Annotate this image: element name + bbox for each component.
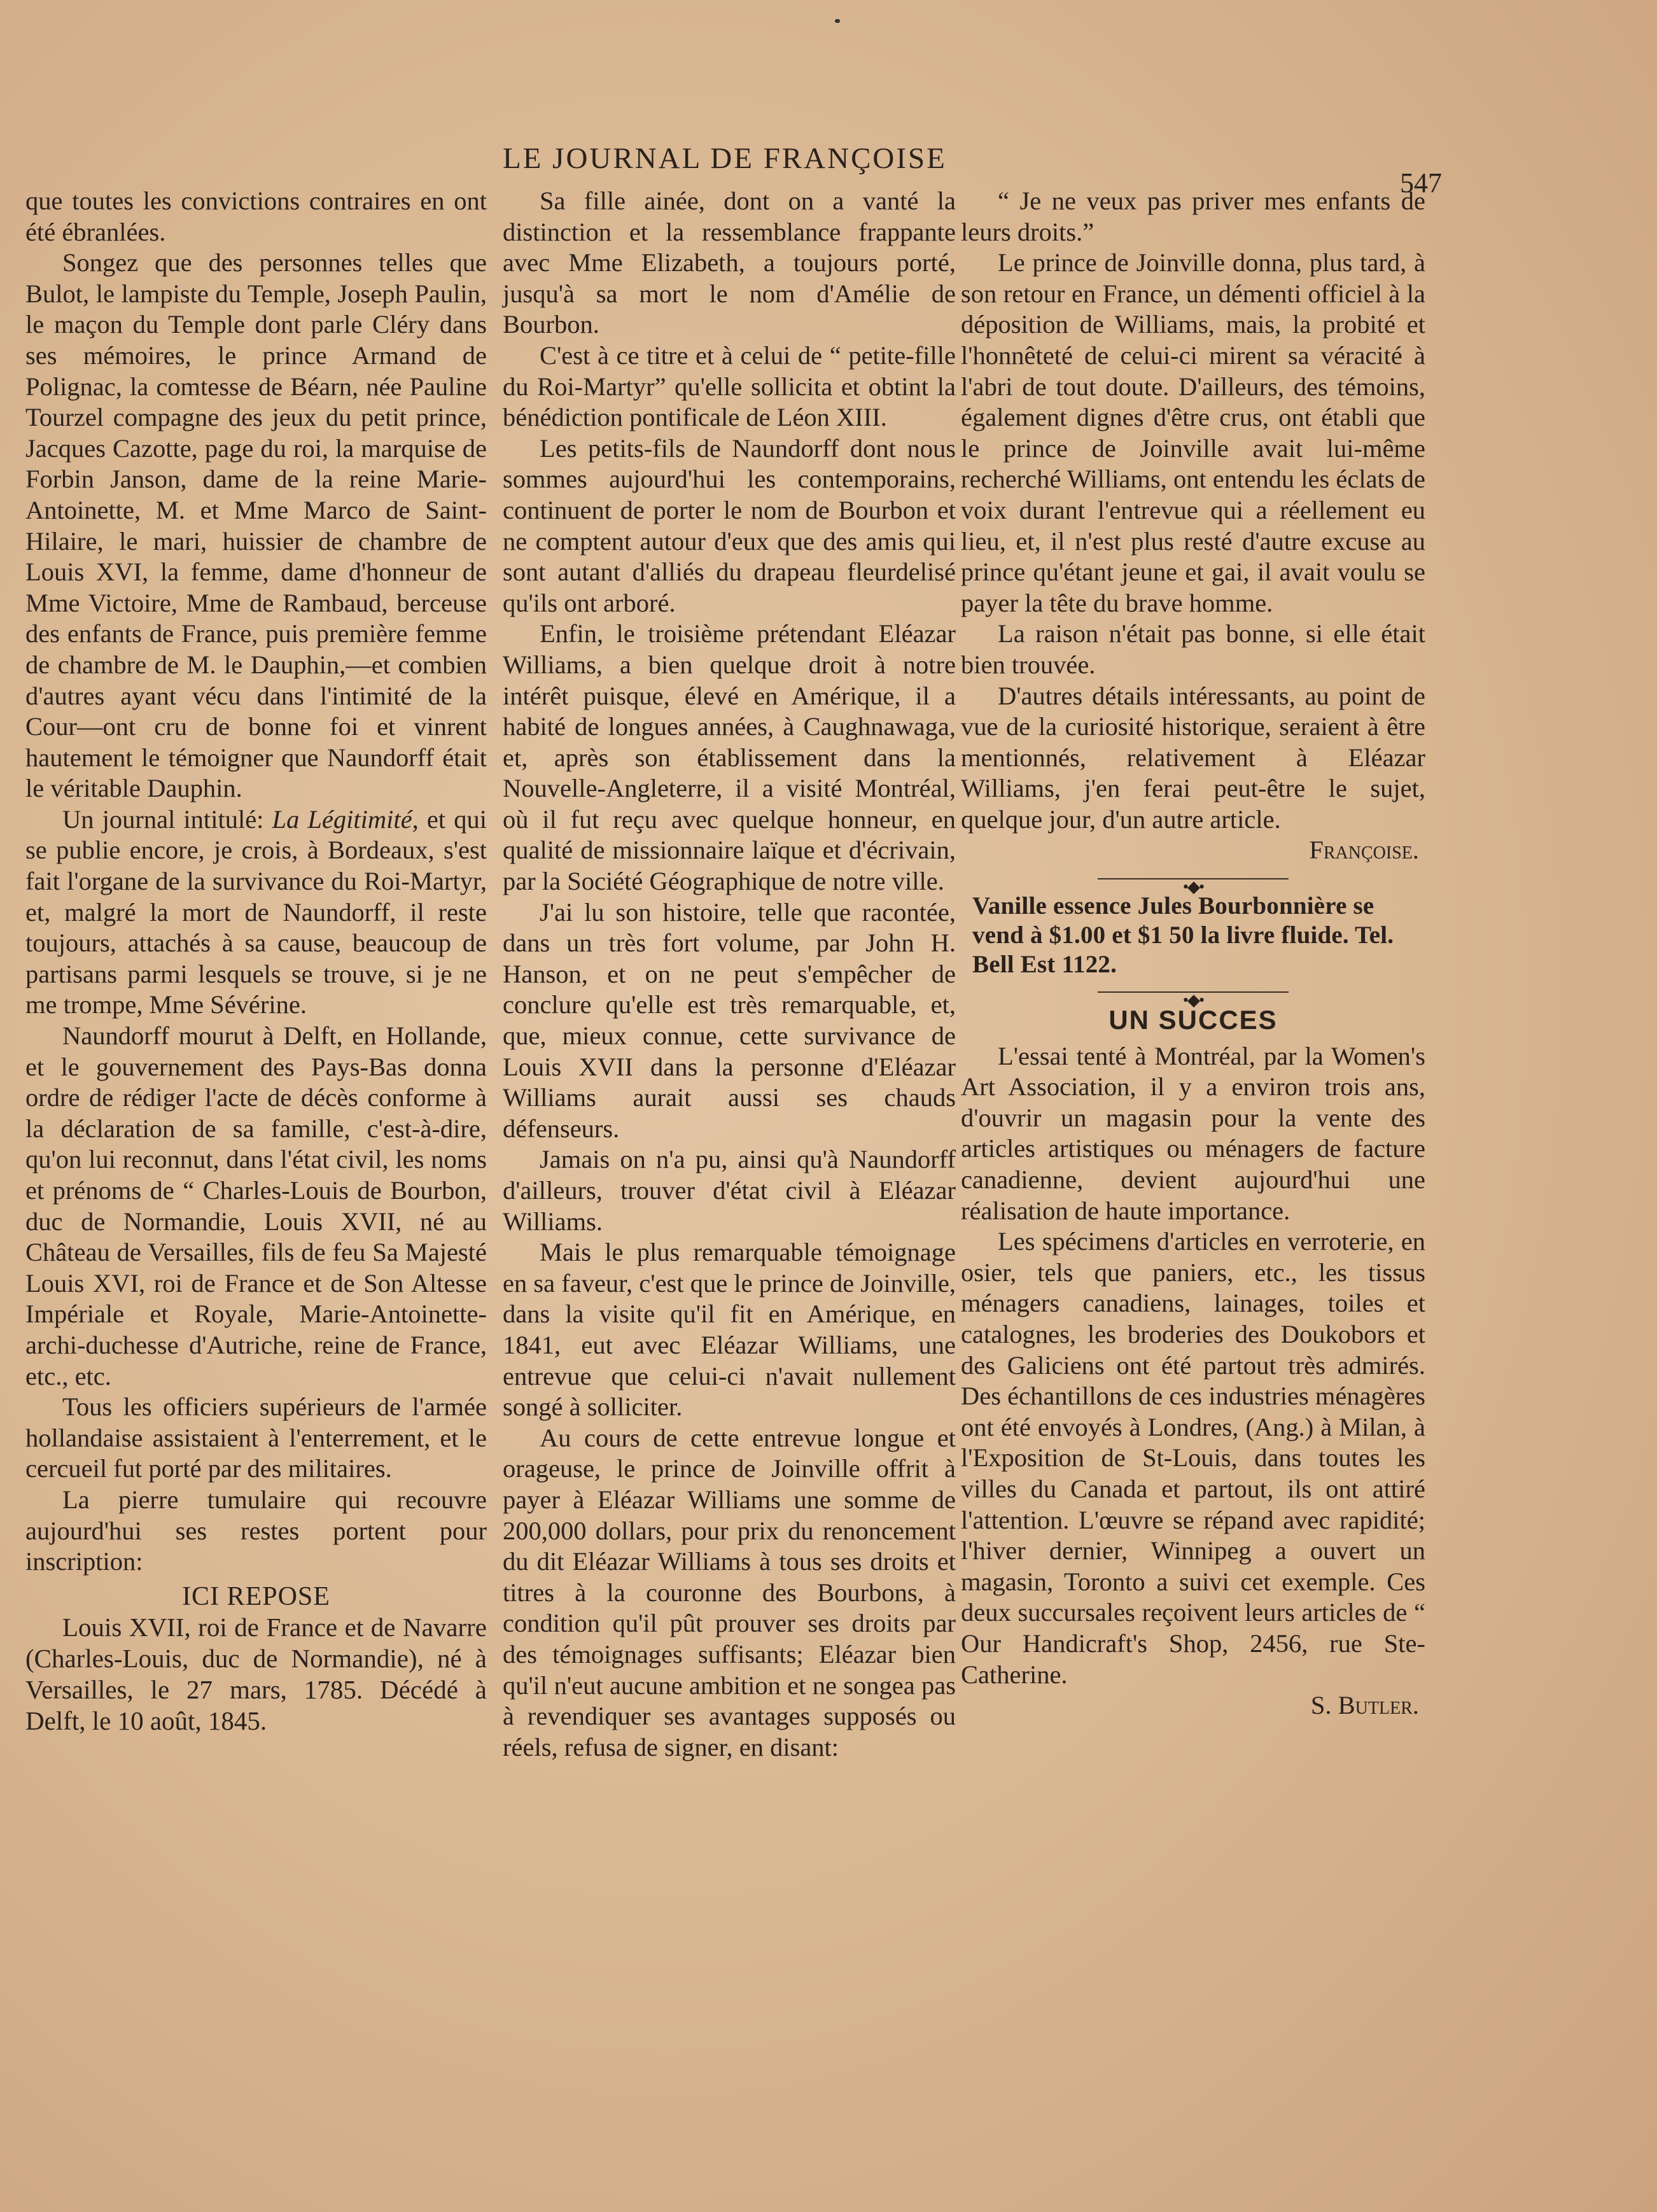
paragraph: Naundorff mourut à Delft, en Hollande, et le gouvernement des Pays-Bas donna ordre de rédiger l'acte de décès conforme à la déclaration de sa famille, c'est-à-dire, qu'on lui reconnut, dans l'état civil, les noms et prénoms de “ Charles-Louis de Bourbon, duc de Normandie, Louis XVII, né au Château de Versailles, fils de feu Sa Majesté Louis XVI, roi de France et de Son Altesse Impériale et Royale, Marie-Antoinette-archi-duchesse d'Autriche, reine de France, etc., etc.: [25, 1021, 487, 1390]
page-header: [0, 141, 1657, 199]
running-title: LE JOURNAL DE FRANÇOISE: [503, 142, 947, 175]
epitaph-text: Louis XVII, roi de France et de Navarre (Charles-Louis, duc de Normandie), né à Versailles, le 27 mars, 1785. Décédé à Delft, le 10 août, 1845.: [25, 1613, 487, 1736]
ink-speck: [835, 19, 840, 23]
author-signature: S. Butler.: [1310, 1691, 1419, 1720]
column-left: [25, 186, 487, 1737]
paragraph: Le prince de Joinville donna, plus tard, à son retour en France, un démenti officiel à la déposition de Williams, mais, la probité et l'honnêteté de celui-ci mirent sa véracité à l'abri de tout doute. D'ailleurs, des témoins, également dignes d'être crus, ont établi que le prince de Joinville avait lui-même recherché Williams, ont entendu les éclats de voix durant l'entrevue qui a réellement eu lieu, et, il n'est plus resté d'autre excuse au prince qu'étant jeune et gai, il avait voulu se payer la tête du brave homme.: [961, 248, 1425, 617]
text-run: , et qui se publie encore, je crois, à Bordeaux, s'est fait l'organe de la survivance du Roi-Martyr, et, malgré la mort de Naundorff, il reste toujours, attachés à sa cause, beaucoup de partisans parmi lesquels se trouve, si je ne me trompe, Mme Sévérine.: [25, 804, 487, 1019]
paragraph: Enfin, le troisième prétendant Eléazar Williams, a bien quelque droit à notre intérêt puisque, élevé en Amérique, il a habité de longues années, à Caughnawaga, et, après son établissement dans la Nouvelle-Angleterre, il a visité Montréal, où il fut reçu avec quelque honneur, en qualité de missionnaire laïque et d'écrivain, par la Société Géographique de notre ville.: [503, 619, 956, 896]
paragraph: L'essai tenté à Montréal, par la Women's Art Association, il y a environ trois ans, d'ouvrir un magasin pour la vente des articles artistiques ou ménagers de facture canadienne, devient aujourd'hui une réalisation de haute importance.: [961, 1041, 1425, 1225]
paragraph: Tous les officiers supérieurs de l'armée hollandaise assistaient à l'enterrement, et le cercueil fut porté par des militaires.: [25, 1392, 487, 1483]
rule-ornament-icon: •◆•: [1182, 991, 1204, 1010]
paragraph: Songez que des personnes telles que Bulot, le lampiste du Temple, Joseph Paulin, le maçon du Temple dont parle Cléry dans ses mémoires, le prince Armand de Polignac, la comtesse de Béarn, née Pauline Tourzel compagne des jeux du petit prince, Jacques Cazotte, page du roi, la marquise de Forbin Janson, dame de la reine Marie-Antoinette, M. et Mme Marco de Saint-Hilaire, le mari, huissier de chambre de Louis XVI, la femme, dame d'honneur de Mme Victoire, Mme de Rambaud, berceuse des enfants de France, puis première femme de chambre de M. le Dauphin,—et combien d'autres ayant vécu dans l'intimité de la Cour—ont cru de bonne foi et vinrent hautement le témoigner que Naundorff était le véritable Dauphin.: [25, 248, 487, 803]
section-title: UN SUCCES: [1108, 1005, 1278, 1035]
paragraph: J'ai lu son histoire, telle que racontée, dans un très fort volume, par John H. Hanson, et on ne peut s'empêcher de conclure qu'elle est très remarquable, et, que, mieux connue, cette survivance de Louis XVII dans la personne d'Eléazar Williams aurait aussi ses chauds défenseurs.: [503, 897, 956, 1143]
page-number: 547: [1400, 167, 1442, 199]
paragraph: Sa fille ainée, dont on a vanté la distinction et la ressemblance frappante avec Mme Elizabeth, a toujours porté, jusqu'à sa mort le nom d'Amélie de Bourbon.: [503, 186, 956, 339]
paragraph: Au cours de cette entrevue longue et orageuse, le prince de Joinville offrit à payer à Eléazar Williams une somme de 200,000 dollars, pour prix du renoncement du dit Eléazar Williams à tous ses droits et titres à la couronne des Bourbons, à condition qu'il pût prouver ses droits par des témoignages suffisants; Eléazar bien qu'il n'eut aucune ambition et ne songea pas à revendiquer ses avantages supposés ou réels, refusa de signer, en disant:: [503, 1423, 956, 1761]
paragraph: [25, 804, 487, 1021]
paragraph: La raison n'était pas bonne, si elle était bien trouvée.: [961, 619, 1425, 679]
paragraph: La pierre tumulaire qui recouvre aujourd'hui ses restes portent pour inscription:: [25, 1485, 487, 1576]
author-signature: Françoise.: [1309, 836, 1419, 865]
paragraph: Les petits-fils de Naundorff dont nous sommes aujourd'hui les contemporains, continuent de porter le nom de Bourbon et ne comptent autour d'eux que des amis qui sont autant d'alliés du drapeau fleurdelisé qu'ils ont arboré.: [503, 433, 956, 617]
ornamental-rule: [1098, 870, 1289, 897]
column-middle: [503, 186, 956, 1763]
epitaph-heading: ICI REPOSE: [182, 1581, 330, 1611]
paragraph: C'est à ce titre et à celui de “ petite-fille du Roi-Martyr” qu'elle sollicita et obtint la bénédiction pontificale de Léon XIII.: [503, 340, 956, 432]
paragraph: Mais le plus remarquable témoignage en sa faveur, c'est que le prince de Joinville, dans la visite qu'il fit en Amérique, en 1841, eut avec Eléazar Williams, une entrevue que celui-ci n'avait nullement songé à solliciter.: [503, 1238, 956, 1422]
column-right: [961, 186, 1425, 1721]
paragraph: D'autres détails intéressants, au point de vue de la curiosité historique, seraient à être mentionnés, relativement à Eléazar Williams, j'en ferai peut-être le sujet, quelque jour, d'un autre article.: [961, 681, 1425, 834]
paragraph: Jamais on n'a pu, ainsi qu'à Naundorff d'ailleurs, trouver d'état civil à Eléazar Williams.: [503, 1145, 956, 1236]
paragraph: Les spécimens d'articles en verroterie, en osier, tels que paniers, etc., les tissus ménagers canadiens, lainages, toiles et catalognes, les broderies des Doukobors et des Galiciens ont été partout très admirés. Des échantillons de ces industries ménagères ont été envoyés à Londres, (Ang.) à Milan, à l'Exposition de St-Louis, dans toutes les villes du Canada et partout, ils ont attiré l'attention. L'œuvre se répand avec rapidité; l'hiver dernier, Winnipeg a ouvert un magasin, Toronto a suivi cet exemple. Ces deux succursales reçoivent leurs articles de “ Our Handicraft's Shop, 2456, rue Ste-Catherine.: [961, 1227, 1425, 1689]
paragraph: que toutes les convictions contraires en ont été ébranlées.: [25, 186, 487, 246]
advertisement: Vanille essence Jules Bourbonnière se vend à $1.00 et $1 50 la livre fluide. Tel. Bell Est 1122.: [972, 892, 1394, 979]
journal-title: La Légitimité: [272, 804, 412, 834]
text-run: Un journal intitulé:: [62, 804, 272, 834]
paragraph: “ Je ne veux pas priver mes enfants de leurs droits.”: [961, 186, 1425, 246]
rule-ornament-icon: •◆•: [1182, 878, 1204, 897]
ornamental-rule: [1098, 983, 1289, 1010]
